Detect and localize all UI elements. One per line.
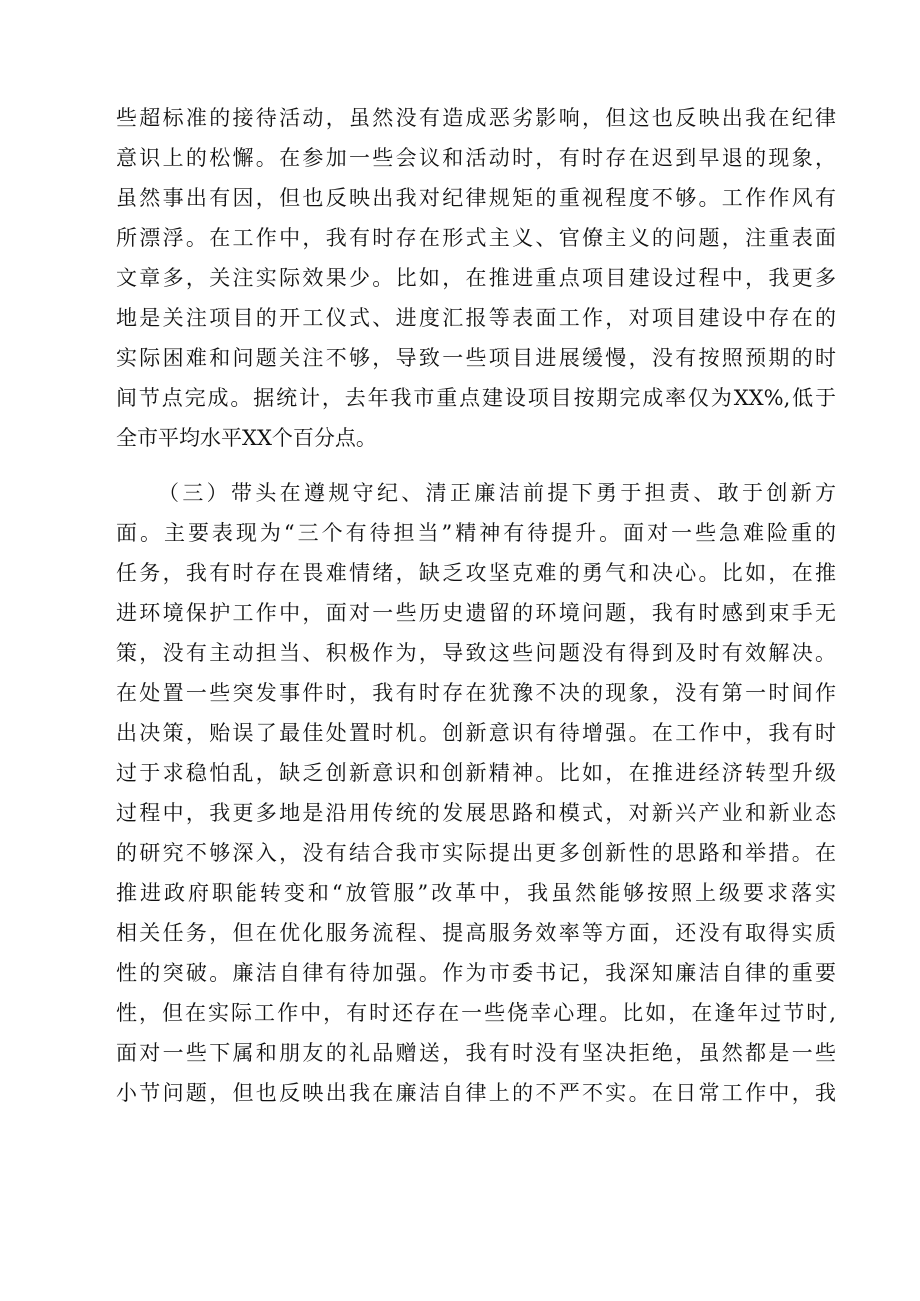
text-line: 过程中，我更多地是沿用传统的发展思路和模式，对新兴产业和新业态 [116, 801, 836, 825]
text-line: 相关任务，但在优化服务流程、提高服务效率等方面，还没有取得实质 [116, 921, 836, 945]
text-line: 面。主要表现为“三个有待担当”精神有待提升。面对一些急难险重的 [116, 521, 836, 545]
text-line: 文章多，关注实际效果少。比如，在推进重点项目建设过程中，我更多 [116, 266, 836, 290]
text-line: 过于求稳怕乱，缺乏创新意识和创新精神。比如，在推进经济转型升级 [116, 761, 836, 785]
text-line: 虽然事出有因，但也反映出我对纪律规矩的重视程度不够。工作作风有 [116, 186, 836, 210]
text-line: 进环境保护工作中，面对一些历史遗留的环境问题，我有时感到束手无 [116, 601, 836, 625]
paragraph-discipline [116, 98, 836, 458]
text-line: 性的突破。廉洁自律有待加强。作为市委书记，我深知廉洁自律的重要 [116, 961, 836, 985]
text-line: 策，没有主动担当、积极作为，导致这些问题没有得到及时有效解决。 [116, 641, 836, 665]
paragraph-section-three [116, 473, 836, 1113]
text-line: 意识上的松懈。在参加一些会议和活动时，有时存在迟到早退的现象， [116, 146, 836, 170]
text-line: 间节点完成。据统计，去年我市重点建设项目按期完成率仅为XX%,低于 [116, 386, 836, 410]
text-line: 所漂浮。在工作中，我有时存在形式主义、官僚主义的问题，注重表面 [116, 226, 836, 250]
text-line: 些超标准的接待活动，虽然没有造成恶劣影响，但这也反映出我在纪律 [116, 106, 836, 130]
paragraph-spacer [116, 458, 836, 473]
text-line: 面对一些下属和朋友的礼品赠送，我有时没有坚决拒绝，虽然都是一些 [116, 1041, 836, 1065]
section-heading-line: （三）带头在遵规守纪、清正廉洁前提下勇于担责、敢于创新方 [158, 481, 836, 505]
text-line: 任务，我有时存在畏难情绪，缺乏攻坚克难的勇气和决心。比如，在推 [116, 561, 836, 585]
text-line: 的研究不够深入，没有结合我市实际提出更多创新性的思路和举措。在 [116, 841, 836, 865]
text-line: 实际困难和问题关注不够，导致一些项目进展缓慢，没有按照预期的时 [116, 346, 836, 370]
text-line: 地是关注项目的开工仪式、进度汇报等表面工作，对项目建设中存在的 [116, 306, 836, 330]
text-line: 性，但在实际工作中，有时还存在一些侥幸心理。比如，在逢年过节时, [116, 1001, 836, 1025]
text-line: 小节问题，但也反映出我在廉洁自律上的不严不实。在日常工作中，我 [116, 1081, 836, 1105]
document-body [116, 98, 836, 1113]
text-line: 出决策，贻误了最佳处置时机。创新意识有待增强。在工作中，我有时 [116, 721, 836, 745]
text-line: 全市平均水平XX个百分点。 [116, 426, 377, 450]
text-line: 推进政府职能转变和“放管服”改革中，我虽然能够按照上级要求落实 [116, 881, 836, 905]
text-line: 在处置一些突发事件时，我有时存在犹豫不决的现象，没有第一时间作 [116, 681, 836, 705]
